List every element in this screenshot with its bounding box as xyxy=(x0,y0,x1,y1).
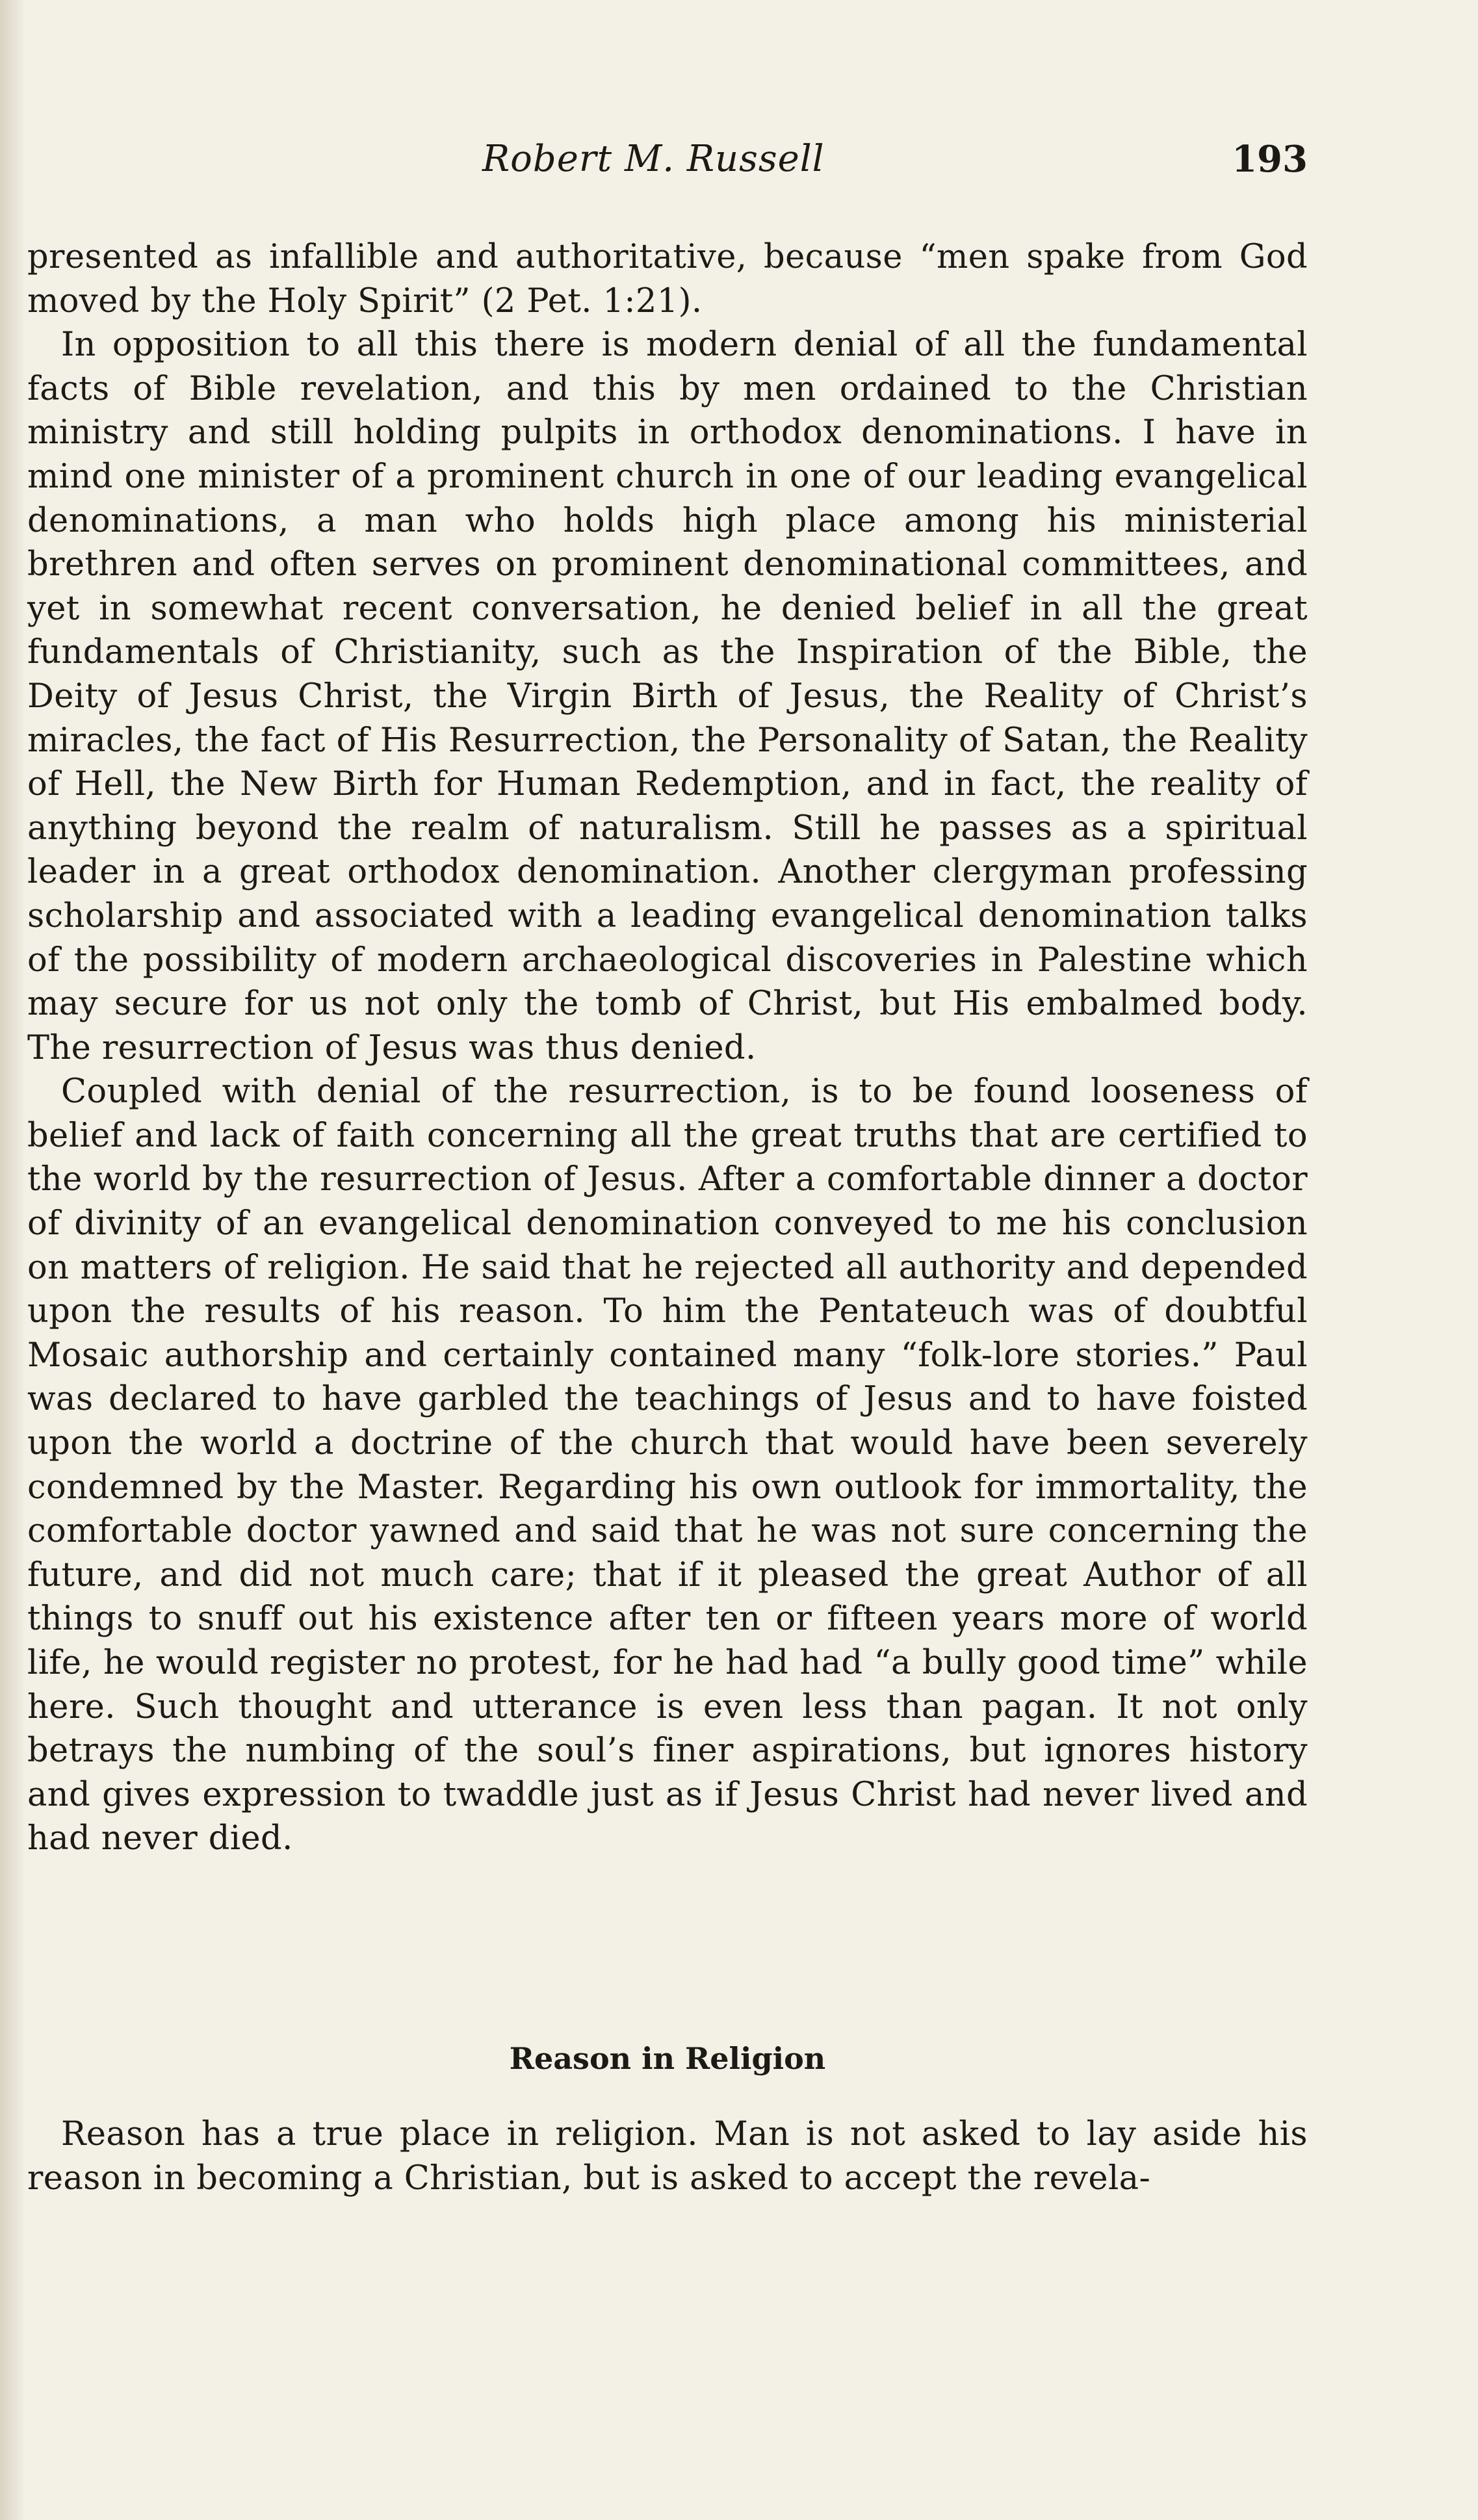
paragraph-reason: Reason has a true place in religion. Man is not asked to lay aside his reason in becoming a Christian, but is asked to accept the revela- xyxy=(27,2115,1308,2198)
section-text xyxy=(27,2112,1308,2200)
paragraph-resurrection-denial: Coupled with denial of the resurrection, is to be found looseness of belief and lack of faith concerning all the great truths that are certified to the world by the resurrection of Jesus. After a comfortable dinner a doctor of divinity of an evangelical denomination conveyed to me his conclusion on matters of religion. He said that he rejected all authority and depended upon the results of his reason. To him the Pentateuch was of doubtful Mosaic authorship and certainly contained many “folk-lore stories.” Paul was declared to have garbled the teachings of Jesus and to have foisted upon the world a doctrine of the church that would have been severely condemned by the Master. Regarding his own outlook for immortality, the comfortable doctor yawned and said that he was not sure concerning the future, and did not much care; that if it pleased the great Author of all things to snuff out his existence after ten or fifteen years more of world life, he would register no protest, for he had had “a bully good time” while here. Such thought and utterance is even less than pagan. It not only betrays the numbing of the soul’s finer aspirations, but ignores history and gives expression to twaddle just as if Jesus Christ had never lived and had never died. xyxy=(27,1072,1308,1858)
paragraph-continued: presented as infallible and authoritative, because “men spake from God moved by the Holy Spirit” (2 Pet. 1:21). xyxy=(27,238,1308,320)
paragraph-modern-denial: In opposition to all this there is modern denial of all the fundamental facts of Bible revelation, and this by men ordained to the Christian ministry and still holding pulpits in orthodox denominations. I have in mind one minister of a prominent church in one of our leading evangelical denominations, a man who holds high place among his ministerial brethren and often serves on prominent denominational committees, and yet in somewhat recent conversation, he denied belief in all the great fundamentals of Christianity, such as the Inspiration of the Bible, the Deity of Jesus Christ, the Virgin Birth of Jesus, the Reality of Christ’s miracles, the fact of His Resurrection, the Personality of Satan, the Reality of Hell, the New Birth for Human Redemption, and in fact, the reality of anything beyond the realm of naturalism. Still he passes as a spiritual leader in a great orthodox denomination. Another clergyman professing scholarship and associated with a leading evangelical denomination talks of the possibility of modern archaeological discoveries in Palestine which may secure for us not only the tomb of Christ, but His embalmed body. The resurrection of Jesus was thus denied. xyxy=(27,326,1308,1067)
page-number: 193 xyxy=(1232,138,1308,181)
section-heading: Reason in Religion xyxy=(509,2041,826,2076)
body-text xyxy=(27,235,1308,1861)
running-head: Robert M. Russell xyxy=(482,138,825,180)
page-header xyxy=(27,138,1308,190)
page-gutter-shadow xyxy=(0,0,26,2520)
